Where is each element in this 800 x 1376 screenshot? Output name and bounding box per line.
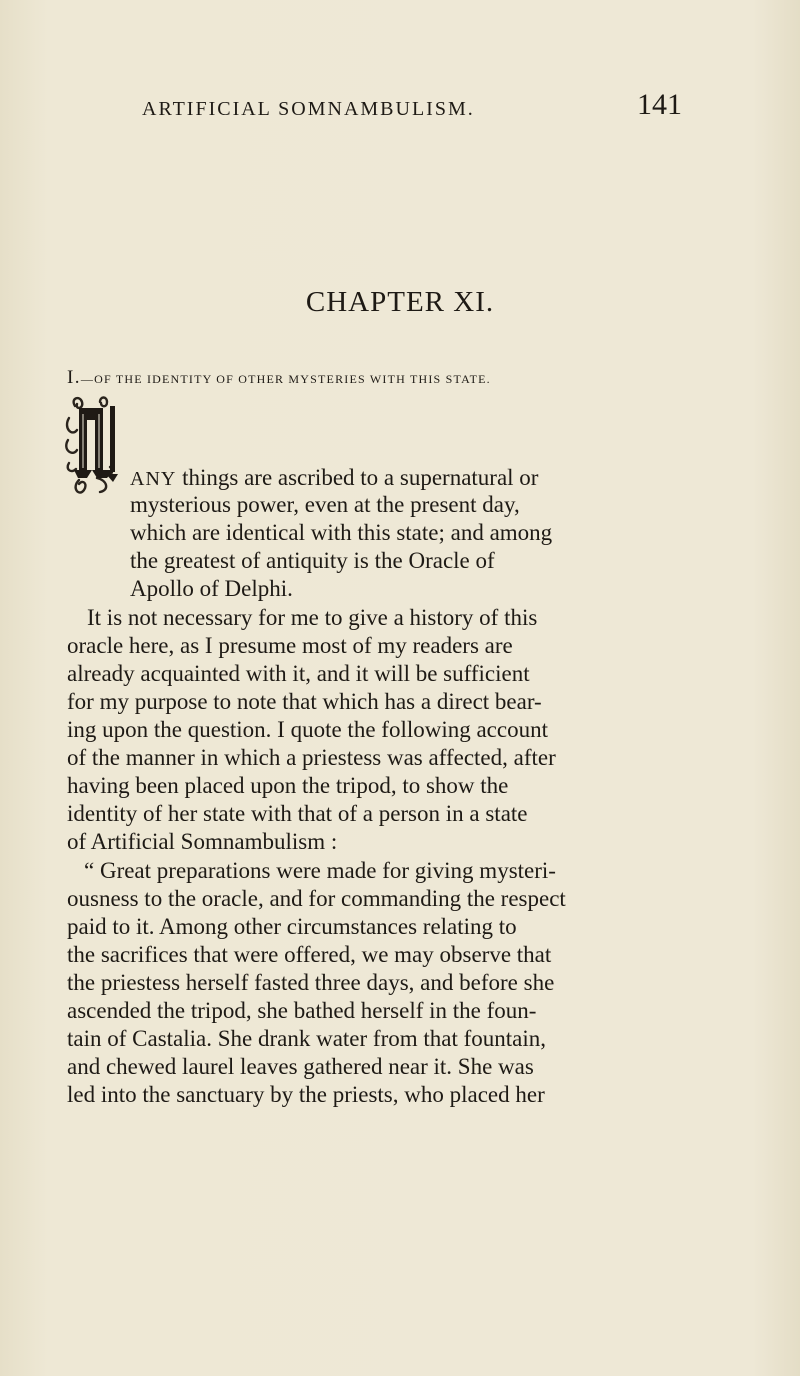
text-line-17: paid to it. Among other circumstances relating to [67,914,517,939]
text-line-9: for my purpose to note that which has a direct bear- [67,689,542,714]
text-line-7: oracle here, as I presume most of my readers are [67,633,513,658]
text-line-18: the sacrifices that were offered, we may observe that [67,942,552,967]
text-line-10: ing upon the question. I quote the following account [67,717,548,742]
running-title: ARTIFICIAL SOMNAMBULISM. [142,98,475,120]
page-number: 141 [637,88,682,121]
text-line-22: and chewed laurel leaves gathered near it. She was [67,1054,534,1079]
running-head [142,88,682,128]
text-line-6: It is not necessary for me to give a history of this [87,605,538,630]
text-line-20: ascended the tripod, she bathed herself in the foun- [67,998,537,1023]
text-line-11: of the manner in which a priestess was affected, after [67,745,556,770]
text-line-5: Apollo of Delphi. [130,576,293,601]
text-line-14: of Artificial Somnambulism : [67,829,338,854]
text-line-16: ousness to the oracle, and for commanding the respect [67,886,566,911]
text-line-13: identity of her state with that of a person in a state [67,801,528,826]
section-heading [67,367,491,389]
text-line-21: tain of Castalia. She drank water from that fountain, [67,1026,547,1051]
text-line-2: mysterious power, even at the present day, [130,492,520,517]
section-title: —OF THE IDENTITY OF OTHER MYSTERIES WITH THIS STATE. [80,372,491,386]
first-word-rest: ANY [130,468,177,490]
text-line-3: which are identical with this state; and among [130,520,553,545]
text-line-1 [130,464,538,493]
text-line-23: led into the sanctuary by the priests, who placed her [67,1082,545,1107]
ornamental-drop-cap-m [62,394,128,498]
text-line-19: the priestess herself fasted three days, and before she [67,970,555,995]
text-line-15: “ Great preparations were made for giving mysteri- [84,858,556,883]
text-line-4: the greatest of antiquity is the Oracle of [130,548,495,573]
text-line-12: having been placed upon the tripod, to show the [67,773,509,798]
chapter-title: CHAPTER XI. [305,286,495,318]
text-line-1-content: things are ascribed to a supernatural or [176,465,539,490]
text-line-8: already acquainted with it, and it will be sufficient [67,661,530,686]
section-number: I. [67,367,81,388]
